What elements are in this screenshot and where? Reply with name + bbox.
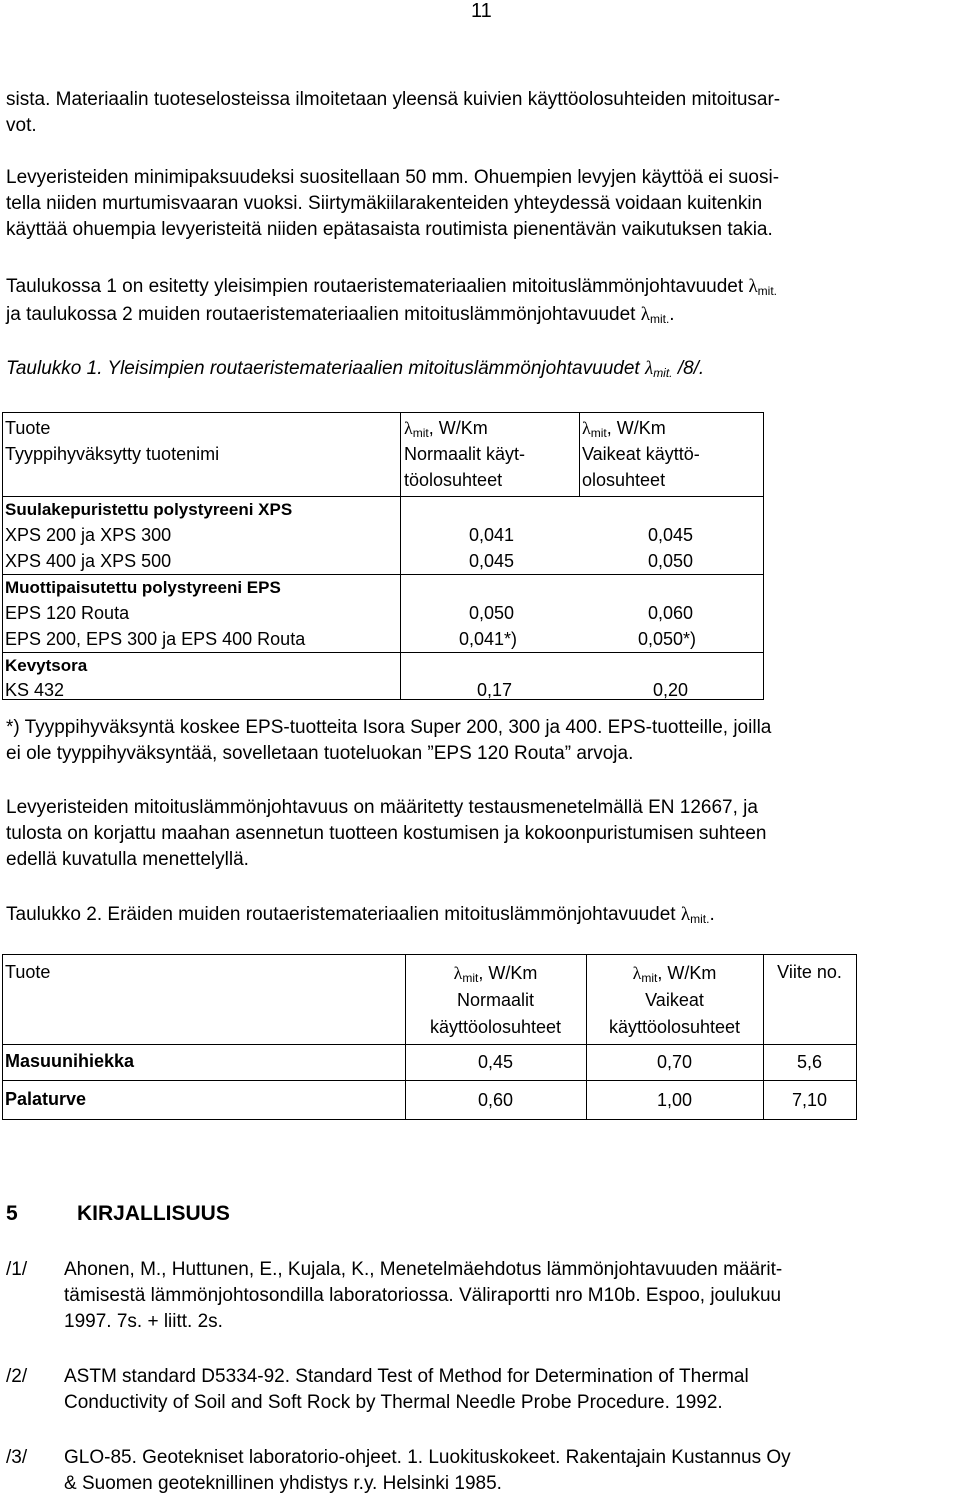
header-cell: töolosuhteet [404, 470, 503, 490]
header-cell: Vaikeat käyttö- [582, 444, 700, 464]
paragraph-line [6, 302, 675, 332]
group-heading: Kevytsora [5, 656, 88, 675]
lambda-symbol: λ [453, 963, 463, 983]
paragraph-line [6, 274, 777, 304]
footnote-line: ei ole tyyppihyväksyntää, sovelletaan tuoteluokan ”EPS 120 Routa” arvoja. [6, 743, 634, 764]
reference-id: /3/ [6, 1447, 28, 1468]
paragraph-text: Taulukossa 1 on esitetty yleisimpien routaeristemateriaalien mitoituslämmönjohtavuudet [6, 276, 744, 297]
subscript: mit. [653, 366, 673, 380]
value-difficult: 0,045 [648, 525, 694, 545]
unit-text: , W/Km [606, 418, 666, 438]
unit-text: , W/Km [478, 963, 538, 983]
subscript: mit. [649, 312, 670, 326]
lambda-symbol: λ [680, 904, 691, 925]
lambda-symbol: λ [632, 963, 642, 983]
header-cell: Viite no. [777, 962, 842, 982]
header-cell: Tyyppihyväksytty tuotenimi [5, 444, 220, 464]
header-cell: Vaikeat [645, 990, 704, 1010]
value-normal: 0,45 [477, 1052, 514, 1072]
value-normal: 0,17 [477, 680, 513, 700]
caption-text: Taulukko 1. Yleisimpien routaeristemateriaalien mitoituslämmönjohtavuudet [6, 358, 640, 379]
paragraph-line: edellä kuvatulla menettelyllä. [6, 849, 249, 870]
table-rule [3, 1044, 856, 1045]
caption-text: /8/. [677, 358, 705, 379]
paragraph-line: Levyeristeiden mitoituslämmönjohtavuus on määritetty testausmenetelmällä EN 12667, ja [6, 797, 758, 818]
product-name: Masuunihiekka [5, 1051, 135, 1071]
section-number: 5 [6, 1202, 18, 1225]
paragraph-text: . [669, 304, 675, 325]
reference-line: tämisestä lämmönjohtosondilla laboratoriossa. Väliraportti nro M10b. Espoo, joulukuu [64, 1285, 782, 1306]
unit-text: , W/Km [657, 963, 717, 983]
subscript: mit [412, 426, 429, 440]
reference-id: /2/ [6, 1366, 28, 1387]
header-cell: käyttöolosuhteet [429, 1017, 562, 1037]
table2-caption [6, 904, 715, 926]
reference-number: 7,10 [791, 1090, 828, 1110]
paragraph-line: Levyeristeiden minimipaksuudeksi suositellaan 50 mm. Ohuempien levyjen käyttöä ei suosi- [6, 167, 780, 188]
product-name: EPS 120 Routa [5, 603, 130, 623]
table1-caption [6, 358, 704, 380]
table-rule [400, 413, 401, 700]
lambda-symbol: λ [644, 358, 654, 379]
value-normal: 0,60 [477, 1090, 514, 1110]
value-difficult: 0,050*) [638, 629, 697, 649]
paragraph-line: sista. Materiaalin tuoteselosteissa ilmoitetaan yleensä kuivien käyttöolosuhteiden mitoitusar- [6, 89, 781, 110]
lambda-symbol: λ [640, 304, 650, 325]
value-difficult: 0,060 [648, 603, 694, 623]
product-name: Palaturve [5, 1089, 87, 1109]
reference-id: /1/ [6, 1259, 28, 1280]
reference-line: ASTM standard D5334-92. Standard Test of Method for Determination of Thermal [64, 1366, 749, 1387]
paragraph-line: tella niiden murtumisvaaran vuoksi. Siirtymäkiilarakenteiden yhteydessä voidaan kuitenkin [6, 193, 763, 214]
table-rule [3, 1080, 856, 1081]
paragraph-line: vot. [6, 115, 37, 136]
unit-text: , W/Km [428, 418, 488, 438]
product-name: KS 432 [5, 680, 65, 700]
value-difficult: 0,20 [653, 680, 689, 700]
header-cell: käyttöolosuhteet [608, 1017, 741, 1037]
reference-line: Conductivity of Soil and Soft Rock by Thermal Needle Probe Procedure. 1992. [64, 1392, 723, 1413]
paragraph-line: käyttää ohuempia levyeristeitä niiden epätasaista routimista pienentävän vaikutuksen takia. [6, 219, 773, 240]
header-cell: olosuhteet [582, 470, 666, 490]
reference-line: & Suomen geoteknillinen yhdistys r.y. Helsinki 1985. [64, 1473, 502, 1494]
footnote-line: *) Tyyppihyväksyntä koskee EPS-tuotteita Isora Super 200, 300 ja 400. EPS-tuotteille, joilla [6, 717, 772, 738]
page-number: 11 [471, 0, 492, 22]
paragraph-line: tulosta on korjattu maahan asennetun tuotteen kostumisen ja kokoonpuristumisen suhteen [6, 823, 767, 844]
caption-text: Taulukko 2. Eräiden muiden routaeristemateriaalien mitoituslämmönjohtavuudet [6, 904, 676, 925]
subscript: mit [462, 971, 479, 985]
section-title: KIRJALLISUUS [77, 1202, 230, 1225]
reference-line: GLO-85. Geotekniset laboratorio-ohjeet. 1. Luokituskokeet. Rakentajain Kustannus Oy [64, 1447, 791, 1468]
lambda-symbol: λ [404, 418, 413, 438]
header-cell: Tuote [5, 962, 51, 982]
reference-number: 5,6 [796, 1052, 823, 1072]
product-name: XPS 400 ja XPS 500 [5, 551, 172, 571]
value-difficult: 1,00 [656, 1090, 693, 1110]
product-name: XPS 200 ja XPS 300 [5, 525, 172, 545]
subscript: mit. [757, 284, 777, 298]
value-difficult: 0,70 [656, 1052, 693, 1072]
table-rule [579, 413, 580, 496]
product-name: EPS 200, EPS 300 ja EPS 400 Routa [5, 629, 306, 649]
subscript: mit [641, 971, 658, 985]
subscript: mit [590, 426, 607, 440]
reference-line: Ahonen, M., Huttunen, E., Kujala, K., Menetelmäehdotus lämmönjohtavuuden määrit- [64, 1259, 783, 1280]
table2 [2, 954, 857, 1120]
header-cell: Normaalit käyt- [404, 444, 526, 464]
table1 [2, 412, 764, 700]
lambda-symbol: λ [582, 418, 591, 438]
subscript: mit. [690, 912, 710, 926]
value-normal: 0,041 [469, 525, 515, 545]
group-heading: Suulakepuristettu polystyreeni XPS [5, 500, 293, 519]
value-normal: 0,041*) [459, 629, 518, 649]
value-normal: 0,045 [469, 551, 515, 571]
group-heading: Muottipaisutettu polystyreeni EPS [5, 578, 281, 597]
value-normal: 0,050 [469, 603, 515, 623]
lambda-symbol: λ [748, 276, 758, 297]
header-cell: Normaalit [456, 990, 535, 1010]
table-rule [3, 652, 763, 653]
paragraph-text: ja taulukossa 2 muiden routaeristemateriaalien mitoituslämmönjohtavuudet [6, 304, 636, 325]
header-cell: Tuote [5, 418, 51, 438]
value-difficult: 0,050 [648, 551, 694, 571]
caption-text: . [709, 904, 715, 925]
reference-line: 1997. 7s. + liitt. 2s. [64, 1311, 223, 1332]
